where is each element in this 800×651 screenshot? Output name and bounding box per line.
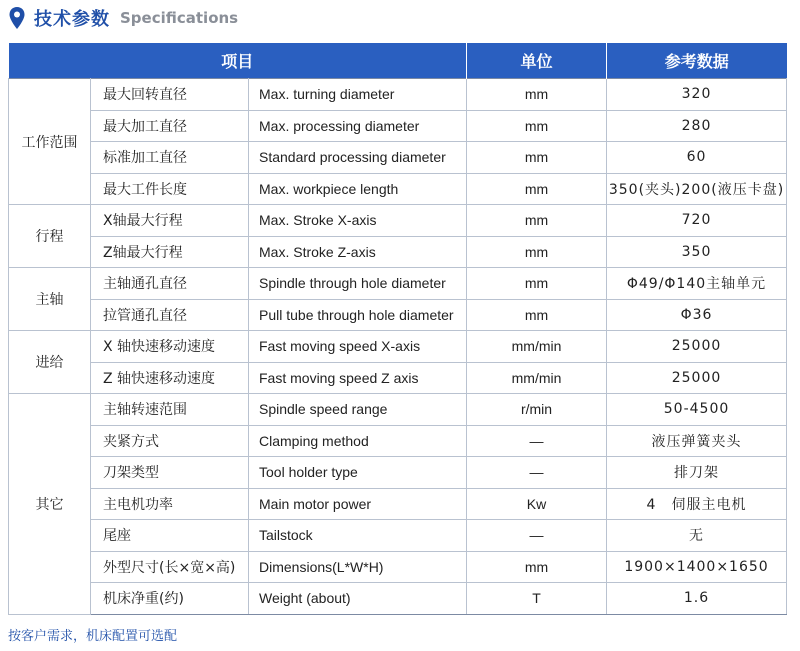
group-label: 主轴 [9,268,91,331]
param-unit: mm [467,79,607,111]
param-value: 1900×1400×1650 [607,551,787,583]
param-name-en: Clamping method [249,425,467,457]
param-name-cn: 最大回转直径 [91,79,249,111]
table-row [9,394,787,426]
param-name-cn: 最大加工直径 [91,110,249,142]
param-value: 280 [607,110,787,142]
group-label: 工作范围 [9,79,91,205]
group-label: 进给 [9,331,91,394]
table-row [9,110,787,142]
table-header-row [9,43,787,79]
param-value: 25000 [607,362,787,394]
param-name-en: Spindle speed range [249,394,467,426]
param-name-en: Fast moving speed Z axis [249,362,467,394]
group-label: 其它 [9,394,91,615]
param-value: 350 [607,236,787,268]
table-row [9,299,787,331]
param-unit: mm [467,205,607,237]
table-row [9,520,787,552]
table-row [9,457,787,489]
header-unit: 单位 [467,43,607,79]
param-name-cn: X轴最大行程 [91,205,249,237]
table-row [9,236,787,268]
section-title: 技术参数 [34,9,110,30]
param-value: Φ49/Φ140主轴单元 [607,268,787,300]
specifications-table [8,43,787,615]
param-unit: mm/min [467,362,607,394]
param-name-cn: X 轴快速移动速度 [91,331,249,363]
param-unit: mm/min [467,331,607,363]
param-unit: — [467,425,607,457]
param-name-en: Weight (about) [249,583,467,615]
param-value: 350(夹头)200(液压卡盘) [607,173,787,205]
table-row [9,268,787,300]
param-name-cn: 机床净重(约) [91,583,249,615]
param-name-en: Max. Stroke X-axis [249,205,467,237]
param-name-en: Tool holder type [249,457,467,489]
param-name-en: Fast moving speed X-axis [249,331,467,363]
param-name-en: Max. turning diameter [249,79,467,111]
param-unit: r/min [467,394,607,426]
param-name-cn: 主轴通孔直径 [91,268,249,300]
table-row [9,362,787,394]
header-item: 项目 [9,43,467,79]
param-name-cn: 主轴转速范围 [91,394,249,426]
header-value: 参考数据 [607,43,787,79]
param-name-en: Tailstock [249,520,467,552]
table-row [9,142,787,174]
section-subtitle: Specifications [120,9,239,27]
section-header [8,4,238,32]
table-row [9,488,787,520]
param-value: 液压弹簧夹头 [607,425,787,457]
table-row [9,205,787,237]
param-unit: mm [467,142,607,174]
table-row [9,331,787,363]
param-name-cn: 外型尺寸(长×宽×高) [91,551,249,583]
param-unit: mm [467,236,607,268]
table-row [9,551,787,583]
param-name-cn: 最大工件长度 [91,173,249,205]
param-value: 720 [607,205,787,237]
param-unit: mm [467,299,607,331]
footnote: 按客户需求，机床配置可选配 [8,629,178,644]
table-row [9,173,787,205]
param-unit: mm [467,110,607,142]
param-name-cn: Z轴最大行程 [91,236,249,268]
param-value: 25000 [607,331,787,363]
param-unit: — [467,457,607,489]
group-label: 行程 [9,205,91,268]
table-row [9,79,787,111]
param-unit: Kw [467,488,607,520]
param-name-cn: 夹紧方式 [91,425,249,457]
param-unit: mm [467,268,607,300]
param-value: 50-4500 [607,394,787,426]
table-row [9,425,787,457]
table-body [9,79,787,615]
param-unit: mm [467,551,607,583]
param-value: Φ36 [607,299,787,331]
param-name-en: Max. workpiece length [249,173,467,205]
param-value: 320 [607,79,787,111]
param-name-en: Main motor power [249,488,467,520]
param-name-en: Pull tube through hole diameter [249,299,467,331]
table-row [9,583,787,615]
param-name-en: Max. processing diameter [249,110,467,142]
param-name-cn: 主电机功率 [91,488,249,520]
param-name-cn: 标准加工直径 [91,142,249,174]
param-unit: — [467,520,607,552]
param-unit: mm [467,173,607,205]
param-name-cn: 刀架类型 [91,457,249,489]
param-value: 4 伺服主电机 [607,488,787,520]
param-name-cn: 拉管通孔直径 [91,299,249,331]
param-value: 60 [607,142,787,174]
param-name-en: Standard processing diameter [249,142,467,174]
param-value: 排刀架 [607,457,787,489]
location-pin-icon [8,6,26,30]
param-name-en: Spindle through hole diameter [249,268,467,300]
param-name-en: Max. Stroke Z-axis [249,236,467,268]
param-value: 无 [607,520,787,552]
param-value: 1.6 [607,583,787,615]
param-name-cn: 尾座 [91,520,249,552]
param-name-en: Dimensions(L*W*H) [249,551,467,583]
param-unit: T [467,583,607,615]
param-name-cn: Z 轴快速移动速度 [91,362,249,394]
